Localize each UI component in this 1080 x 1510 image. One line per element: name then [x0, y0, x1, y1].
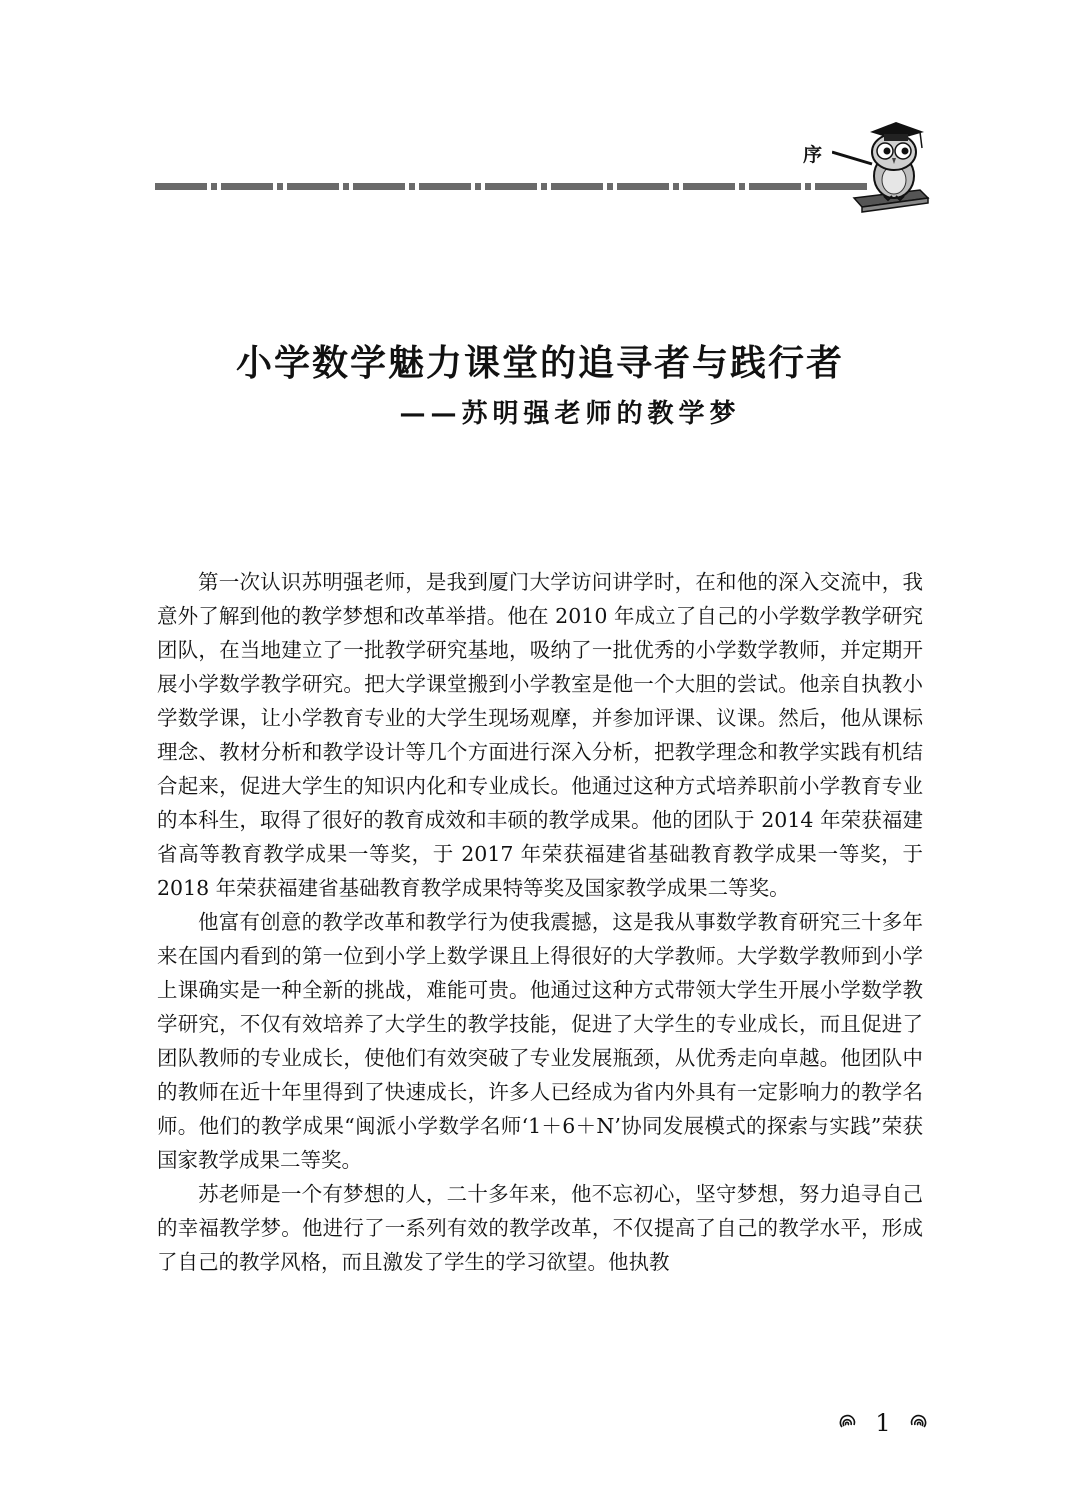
owl-teacher-icon: [832, 118, 932, 213]
swirl-icon: [908, 1413, 928, 1433]
section-label: 序: [803, 144, 824, 166]
page-footer: [838, 1408, 928, 1438]
page-number: 1: [875, 1409, 891, 1437]
page-subtitle: ——苏明强老师的教学梦: [399, 399, 741, 429]
body-text: [157, 565, 923, 1279]
page-title: 小学数学魅力课堂的追寻者与践行者: [235, 343, 844, 384]
swirl-icon: [838, 1413, 858, 1433]
header-divider: [155, 183, 867, 190]
paragraph: 他富有创意的教学改革和教学行为使我震撼，这是我从事数学教育研究三十多年来在国内看到的第一位到小学上数学课且上得很好的大学教师。大学数学教师到小学上课确实是一种全新的挑战，难能可贵。他通过这种方式带领大学生开展小学数学教学研究，不仅有效培养了大学生的教学技能，促进了大学生的专业成长，而且促进了团队教师的专业成长，使他们有效突破了专业发展瓶颈，从优秀走向卓越。他团队中的教师在近十年里得到了快速成长，许多人已经成为省内外具有一定影响力的教学名师。他们的教学成果“闽派小学数学名师‘1＋6＋N’协同发展模式的探索与实践”荣获国家教学成果二等奖。: [157, 910, 923, 1172]
paragraph: 第一次认识苏明强老师，是我到厦门大学访问讲学时，在和他的深入交流中，我意外了解到他的教学梦想和改革举措。他在 2010 年成立了自己的小学数学教学研究团队，在当地建立了一批教学研究基地，吸纳了一批优秀的小学数学教师，并定期开展小学数学教学研究。把大学课堂搬到小学教室是他一个大胆的尝试。他亲自执教小学数学课，让小学教育专业的大学生现场观摩，并参加评课、议课。然后，他从课标理念、教材分析和教学设计等几个方面进行深入分析，把教学理念和教学实践有机结合起来，促进大学生的知识内化和专业成长。他通过这种方式培养职前小学教育专业的本科生，取得了很好的教育成效和丰硕的教学成果。他的团队于 2014 年荣获福建省高等教育教学成果一等奖，于 2017 年荣获福建省基础教育教学成果一等奖，于 2018 年荣获福建省基础教育教学成果特等奖及国家教学成果二等奖。: [157, 570, 923, 900]
paragraph: 苏老师是一个有梦想的人，二十多年来，他不忘初心，坚守梦想，努力追寻自己的幸福教学梦。他进行了一系列有效的教学改革，不仅提高了自己的教学水平，形成了自己的教学风格，而且激发了学生的学习欲望。他执教: [157, 1182, 923, 1274]
